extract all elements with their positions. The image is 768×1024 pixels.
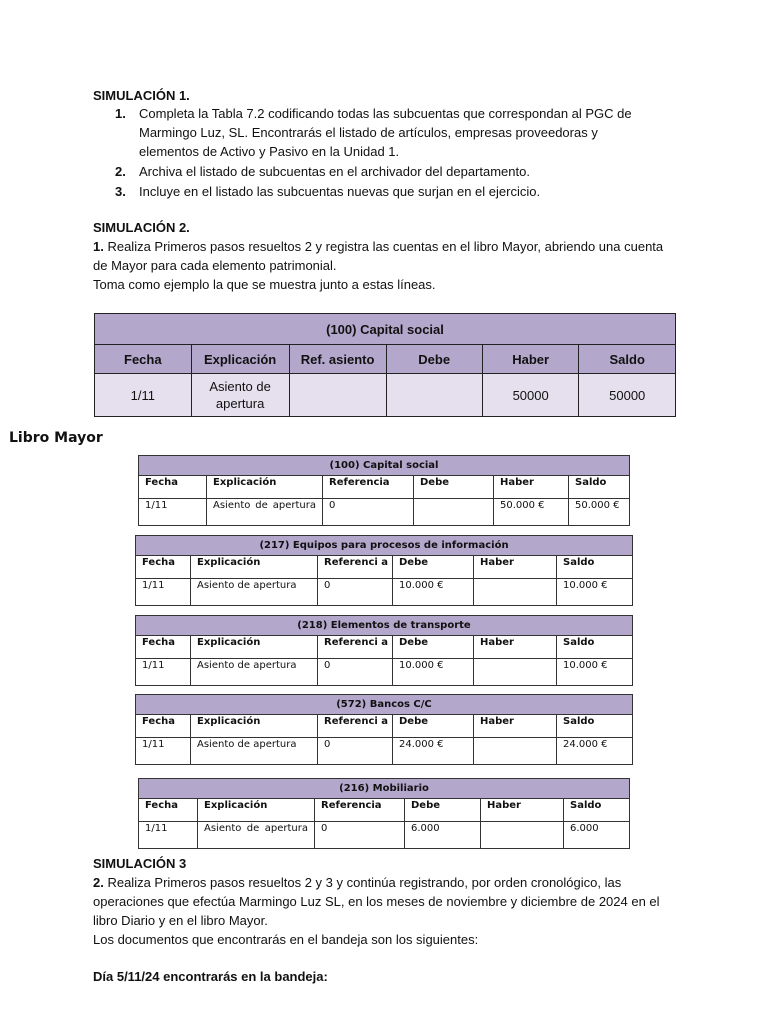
table-cell: 0 bbox=[318, 659, 393, 686]
sim3-text bbox=[93, 873, 668, 930]
table-cell bbox=[474, 659, 557, 686]
column-header: Saldo bbox=[557, 636, 633, 659]
column-header: Debe bbox=[393, 556, 474, 579]
column-header: Fecha bbox=[136, 556, 191, 579]
sim2-line2: Toma como ejemplo la que se muestra junto a estas líneas. bbox=[93, 277, 436, 292]
list-item bbox=[93, 104, 659, 161]
column-header: Saldo bbox=[557, 715, 633, 738]
column-header: Explicación bbox=[191, 636, 318, 659]
ledger-title: (217) Equipos para procesos de información bbox=[136, 536, 633, 556]
column-header: Haber bbox=[474, 715, 557, 738]
table-cell: 50.000 € bbox=[569, 499, 630, 526]
table-cell: 1/11 bbox=[139, 822, 198, 849]
list-text: Archiva el listado de subcuentas en el archivador del departamento. bbox=[139, 164, 530, 179]
list-number: 2. bbox=[115, 164, 126, 179]
ledger-title: (572) Bancos C/C bbox=[136, 695, 633, 715]
table-cell: Asiento de apertura bbox=[191, 374, 289, 417]
sim3-line2: Los documentos que encontrarás en el bandeja son los siguientes: bbox=[93, 932, 479, 947]
column-header: Haber bbox=[481, 799, 564, 822]
table-cell bbox=[414, 499, 494, 526]
table-cell: 0 bbox=[323, 499, 414, 526]
column-header: Ref. asiento bbox=[289, 345, 386, 374]
column-header: Fecha bbox=[139, 799, 198, 822]
column-header: Fecha bbox=[136, 715, 191, 738]
column-header: Haber bbox=[474, 636, 557, 659]
ledger-title: (100) Capital social bbox=[139, 456, 630, 476]
table-cell: 10.000 € bbox=[393, 579, 474, 606]
column-header: Fecha bbox=[136, 636, 191, 659]
table-cell: 10.000 € bbox=[393, 659, 474, 686]
example-table-title: (100) Capital social bbox=[95, 314, 676, 345]
column-header: Debe bbox=[414, 476, 494, 499]
column-header: Debe bbox=[393, 715, 474, 738]
table-row bbox=[136, 659, 633, 686]
table-cell bbox=[386, 374, 482, 417]
column-header: Explicación bbox=[191, 715, 318, 738]
sim3-day: Día 5/11/24 encontrarás en la bandeja: bbox=[93, 969, 328, 984]
table-row bbox=[136, 738, 633, 765]
ledger-table-217 bbox=[135, 535, 633, 606]
libro-mayor-heading: Libro Mayor bbox=[9, 430, 103, 446]
table-cell: 0 bbox=[318, 579, 393, 606]
column-header: Saldo bbox=[564, 799, 630, 822]
table-row bbox=[139, 499, 630, 526]
table-cell: 24.000 € bbox=[393, 738, 474, 765]
table-cell: 1/11 bbox=[136, 738, 191, 765]
sim3-title: SIMULACIÓN 3 bbox=[93, 856, 187, 871]
table-cell bbox=[481, 822, 564, 849]
list-item bbox=[93, 182, 659, 201]
table-cell bbox=[474, 738, 557, 765]
table-cell: Asiento de apertura bbox=[191, 579, 318, 606]
table-cell: Asiento de apertura bbox=[207, 499, 323, 526]
table-row bbox=[139, 822, 630, 849]
table-cell bbox=[289, 374, 386, 417]
table-cell: 6.000 bbox=[405, 822, 481, 849]
column-header: Referenci a bbox=[318, 715, 393, 738]
table-cell: 1/11 bbox=[139, 499, 207, 526]
table-cell: 6.000 bbox=[564, 822, 630, 849]
table-row bbox=[136, 579, 633, 606]
column-header: Saldo bbox=[569, 476, 630, 499]
column-header: Haber bbox=[494, 476, 569, 499]
sim1-list bbox=[93, 104, 659, 202]
column-header: Fecha bbox=[95, 345, 192, 374]
ledger-title: (218) Elementos de transporte bbox=[136, 616, 633, 636]
ledger-table-572 bbox=[135, 694, 633, 765]
example-ledger-table bbox=[94, 313, 676, 417]
table-cell: 10.000 € bbox=[557, 659, 633, 686]
column-header: Saldo bbox=[557, 556, 633, 579]
table-cell: Asiento de apertura bbox=[191, 738, 318, 765]
table-cell: Asiento de apertura bbox=[198, 822, 315, 849]
ledger-table-218 bbox=[135, 615, 633, 686]
column-header: Debe bbox=[386, 345, 482, 374]
column-header: Debe bbox=[393, 636, 474, 659]
list-number: 1. bbox=[115, 106, 126, 121]
sim3-number: 2. bbox=[93, 875, 104, 890]
sim2-title: SIMULACIÓN 2. bbox=[93, 220, 190, 235]
sim2-line1: Realiza Primeros pasos resueltos 2 y registra las cuentas en el libro Mayor, abriendo una cuenta de Mayor para cada elemento patrimonial. bbox=[93, 239, 664, 273]
table-cell: 1/11 bbox=[95, 374, 192, 417]
list-item bbox=[93, 162, 659, 181]
table-cell: 1/11 bbox=[136, 659, 191, 686]
column-header: Explicación bbox=[191, 345, 289, 374]
sim2-text bbox=[93, 237, 673, 275]
table-cell: 50000 bbox=[579, 374, 676, 417]
ledger-title: (216) Mobiliario bbox=[139, 779, 630, 799]
table-cell: 10.000 € bbox=[557, 579, 633, 606]
column-header: Explicación bbox=[207, 476, 323, 499]
table-cell: 50.000 € bbox=[494, 499, 569, 526]
table-cell: 1/11 bbox=[136, 579, 191, 606]
table-cell: 0 bbox=[315, 822, 405, 849]
sim1-title: SIMULACIÓN 1. bbox=[93, 88, 190, 103]
list-text: Incluye en el listado las subcuentas nuevas que surjan en el ejercicio. bbox=[139, 184, 541, 199]
list-text: Completa la Tabla 7.2 codificando todas las subcuentas que correspondan al PGC de Marmingo Luz, SL. Encontrarás el listado de artículos, empresas proveedoras y elementos de Activo y Pasivo en la Unidad 1. bbox=[139, 106, 632, 159]
ledger-table-100 bbox=[138, 455, 630, 526]
ledger-table-216 bbox=[138, 778, 630, 849]
column-header: Referenci a bbox=[318, 636, 393, 659]
column-header: Fecha bbox=[139, 476, 207, 499]
column-header: Debe bbox=[405, 799, 481, 822]
table-cell bbox=[474, 579, 557, 606]
table-cell: 24.000 € bbox=[557, 738, 633, 765]
table-cell: 50000 bbox=[482, 374, 579, 417]
column-header: Referenci a bbox=[318, 556, 393, 579]
table-row bbox=[95, 374, 676, 417]
column-header: Haber bbox=[474, 556, 557, 579]
sim2-number: 1. bbox=[93, 239, 104, 254]
column-header: Referencia bbox=[315, 799, 405, 822]
column-header: Referencia bbox=[323, 476, 414, 499]
table-cell: Asiento de apertura bbox=[191, 659, 318, 686]
table-cell: 0 bbox=[318, 738, 393, 765]
column-header: Explicación bbox=[198, 799, 315, 822]
list-number: 3. bbox=[115, 184, 126, 199]
column-header: Saldo bbox=[579, 345, 676, 374]
sim3-body: Realiza Primeros pasos resueltos 2 y 3 y continúa registrando, por orden cronológico, las operaciones que efectúa Marmingo Luz SL, en los meses de noviembre y diciembre de 2024 en el libro Diario y en el libro Mayor. bbox=[93, 875, 660, 928]
column-header: Haber bbox=[482, 345, 579, 374]
column-header: Explicación bbox=[191, 556, 318, 579]
